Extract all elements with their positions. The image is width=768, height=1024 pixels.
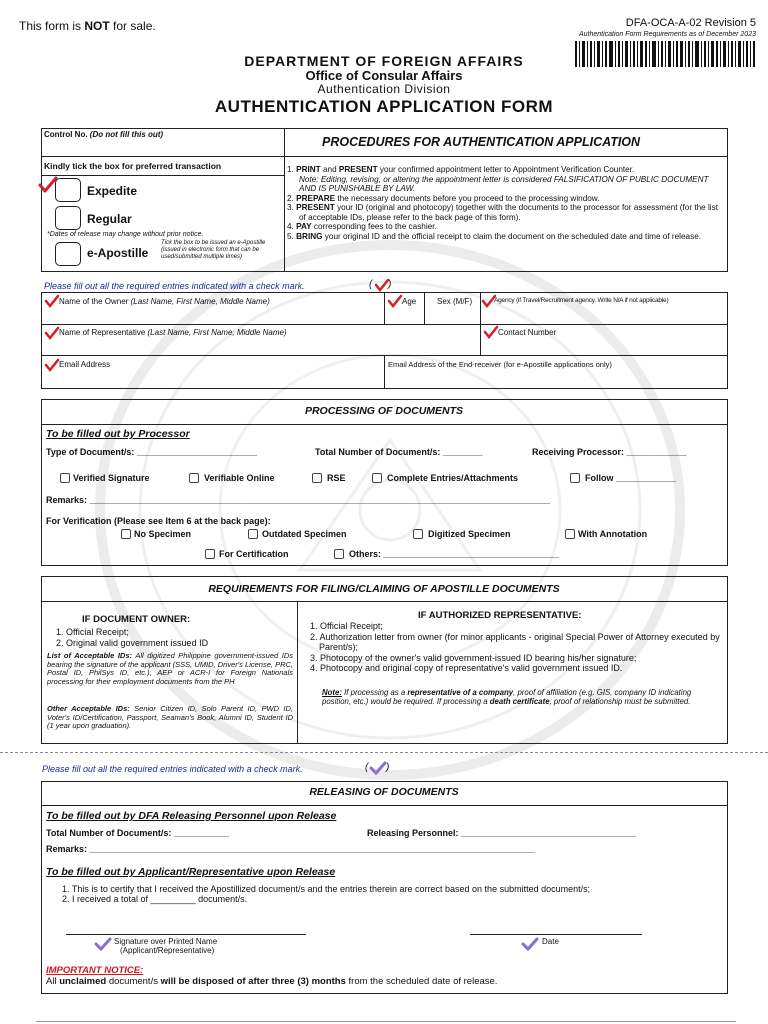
others-label: Others: ___________________________________ <box>349 549 559 559</box>
dept-name: DEPARTMENT OF FOREIGN AFFAIRS <box>244 53 524 69</box>
form-title: AUTHENTICATION APPLICATION FORM <box>214 97 554 116</box>
fill-note-2-check-icon <box>369 761 390 775</box>
processor-subtitle: To be filled out by Processor <box>46 428 190 440</box>
requirements-vdivider <box>297 601 298 744</box>
certification-label: For Certification <box>219 549 289 559</box>
rse-checkbox[interactable] <box>312 473 322 483</box>
owner-check-icon <box>44 294 60 308</box>
procedures-title: PROCEDURES FOR AUTHENTICATION APPLICATION <box>322 135 641 149</box>
rep-req-3: 3. Photocopy of the owner's valid government-issued ID bearing his/her signature; <box>310 652 637 663</box>
office-name: Office of Consular Affairs <box>305 68 463 83</box>
grid-vline-sex <box>424 292 425 324</box>
fill-note-paren-open: ( <box>369 279 373 290</box>
digitized-specimen-checkbox[interactable] <box>413 529 423 539</box>
verifiable-online-checkbox[interactable] <box>189 473 199 483</box>
contact-label: Contact Number <box>498 328 557 337</box>
footer-line <box>36 1021 736 1022</box>
control-no: Control No. (Do not fill this out) <box>44 130 164 139</box>
releasing-personnel-field: Releasing Personnel: ___________________________________ <box>367 828 637 838</box>
cut-line <box>0 752 768 753</box>
fill-note-2: Please fill out all the required entries indicated with a check mark. <box>42 764 303 774</box>
others-checkbox[interactable] <box>334 549 344 559</box>
not-for-sale-note: This form is NOT for sale. <box>19 19 156 33</box>
acceptable-ids: List of Acceptable IDs: All digitized Philippine government-issued IDs bearing the signature of the applicant (SSS, UMID, Driver's License, PRC, Postal ID, PhilSys ID, etc.), AEP or ACR-I for Foreign Nationals processing for their employment documents from the PH <box>47 651 293 686</box>
receiving-field: Receiving Processor: ____________ <box>532 447 687 457</box>
releasing-sub1: To be filled out by DFA Releasing Personnel upon Release <box>46 810 337 822</box>
control-divider <box>41 156 284 157</box>
top-divider <box>284 128 285 272</box>
grid-hline-1 <box>41 324 728 325</box>
form-date: Authentication Form Requirements as of December 2023 <box>578 31 756 38</box>
procedure-note: Note: Editing, revising, or altering the appointment letter is considered FALSIFICATION OF PUBLIC DOCUMENT AND IS PUNISHABLE BY LAW. <box>299 174 709 193</box>
rep-heading: IF AUTHORIZED REPRESENTATIVE: <box>418 610 582 621</box>
date-line <box>470 934 642 935</box>
no-specimen-checkbox[interactable] <box>121 529 131 539</box>
date-check-icon <box>521 937 539 951</box>
complete-entries-checkbox[interactable] <box>372 473 382 483</box>
rep-req-1: 1. Official Receipt; <box>310 621 383 631</box>
fill-note-2-paren-open: ( <box>365 762 369 773</box>
age-label: Age <box>402 297 417 306</box>
rep-label: Name of Representative (Last Name, First Name, Middle Name) <box>59 328 287 337</box>
releasing-title: RELEASING OF DOCUMENTS <box>309 786 459 798</box>
procedure-item-3: 3. PRESENT your ID (original and photocopy) together with the documents to the processor for assessment (for the list of acceptable IDs, please refer to the back page of this form). <box>287 203 718 222</box>
release-cert-2: 2. I received a total of _________ document/s. <box>62 894 248 904</box>
rep-req-list <box>310 621 724 674</box>
agency-label: Agency (if Travel/Recruitment agency. Write N/A if not applicable) <box>494 297 669 304</box>
owner-heading: IF DOCUMENT OWNER: <box>82 614 191 625</box>
tick-divider <box>41 175 284 176</box>
release-remarks: Remarks: _________________________________________________________________________________________ <box>46 844 536 854</box>
owner-req-2: 2. Original valid government issued ID <box>56 637 209 648</box>
email-end-label: Email Address of the End-receiver (for e-Apostille applications only) <box>388 360 612 369</box>
release-total-field: Total Number of Document/s: ___________ <box>46 828 229 838</box>
procedures-divider <box>284 156 728 157</box>
follow-checkbox[interactable] <box>570 473 580 483</box>
verified-signature-checkbox[interactable] <box>60 473 70 483</box>
signature-label: Signature over Printed Name <box>114 937 218 946</box>
with-annotation-label: With Annotation <box>578 529 648 539</box>
grid-vline-age <box>384 292 385 324</box>
processing-remarks: Remarks: ____________________________________________________________________________________________ <box>46 495 551 505</box>
fill-note: Please fill out all the required entries indicated with a check mark. <box>44 281 305 291</box>
regular-checkbox[interactable] <box>55 206 81 230</box>
releasing-divider <box>41 805 728 806</box>
verification-label: For Verification (Please see Item 6 at the back page): <box>46 516 271 526</box>
age-check-icon <box>387 294 403 308</box>
procedures-list <box>287 165 723 241</box>
eapostille-note: Tick the box to be issued an e-Apostille (issued in electronic form that can be used/submitted multiple times) <box>161 240 266 260</box>
dates-note: *Dates of release may change without prior notice. <box>47 231 204 238</box>
eapostille-label: e-Apostille <box>87 246 149 260</box>
procedure-item-5: 5. BRING your original ID and the official receipt to claim the document on the scheduled date and time of release. <box>287 231 702 241</box>
other-ids: Other Acceptable IDs: Senior Citizen ID, Solo Parent ID, PWD ID, Voter's ID/Certification, Passport, Seaman's Book, Alumni ID, Student ID (1 year upon graduation). <box>47 704 293 730</box>
contact-check-icon <box>483 325 499 339</box>
sex-label: Sex (M/F) <box>437 297 473 306</box>
important-notice-title: IMPORTANT NOTICE: <box>46 965 144 976</box>
procedure-item-4: 4. PAY corresponding fees to the cashier. <box>287 222 437 231</box>
eapostille-checkbox[interactable] <box>55 242 81 266</box>
rep-req-2: 2. Authorization letter from owner (for minor applicants - original Special Power of Attorney executed by Parent/s); <box>310 631 720 652</box>
release-cert-1: 1. This is to certify that I received the Apostillized document/s and the entries therein are correct based on the submitted document/s; <box>62 884 591 894</box>
tick-label: Kindly tick the box for preferred transaction <box>44 161 222 171</box>
fill-note-paren-close: ) <box>388 279 392 290</box>
release-cert-list <box>62 884 662 904</box>
date-label: Date <box>542 937 559 946</box>
digitized-specimen-label: Digitized Specimen <box>428 529 511 539</box>
requirements-title: REQUIREMENTS FOR FILING/CLAIMING OF APOSTILLE DOCUMENTS <box>208 583 560 595</box>
grid-vline-email <box>384 355 385 389</box>
verified-signature-label: Verified Signature <box>73 473 150 483</box>
procedure-item-2: 2. PREPARE the necessary documents before you proceed to the processing window. <box>287 193 600 203</box>
rep-req-4: 4. Photocopy and original copy of representative's valid government issued ID. <box>310 663 623 673</box>
no-specimen-label: No Specimen <box>134 529 192 539</box>
form-code: DFA-OCA-A-02 Revision 5 <box>625 17 756 29</box>
total-field: Total Number of Document/s: ________ <box>315 447 483 457</box>
important-notice-text: All unclaimed document/s will be disposed of after three (3) months from the scheduled date of release. <box>46 976 498 987</box>
expedite-label: Expedite <box>87 184 138 198</box>
requirements-divider <box>41 601 728 602</box>
signature-line <box>66 934 306 935</box>
follow-label: Follow ____________ <box>585 473 677 483</box>
regular-label: Regular <box>87 212 132 226</box>
type-field: Type of Document/s: ________________________ <box>46 447 257 457</box>
email-check-icon <box>44 358 60 372</box>
rse-label: RSE <box>327 473 346 483</box>
owner-req-list <box>56 627 208 648</box>
signature-sublabel: (Applicant/Representative) <box>120 946 215 955</box>
procedure-item-1: 1. PRINT and PRESENT your confirmed appointment letter to Appointment Verification Counter. <box>287 165 635 174</box>
outdated-specimen-label: Outdated Specimen <box>262 529 347 539</box>
complete-entries-label: Complete Entries/Attachments <box>387 473 519 483</box>
outdated-specimen-checkbox[interactable] <box>248 529 258 539</box>
fill-note-2-paren-close: ) <box>386 762 390 773</box>
verifiable-online-label: Verifiable Online <box>204 473 275 483</box>
processing-divider <box>41 424 728 425</box>
with-annotation-checkbox[interactable] <box>565 529 575 539</box>
releasing-sub2: To be filled out by Applicant/Representative upon Release <box>46 866 336 878</box>
email-label: Email Address <box>59 360 111 369</box>
signature-check-icon <box>94 937 112 951</box>
certification-checkbox[interactable] <box>205 549 215 559</box>
division-name: Authentication Division <box>317 82 451 96</box>
owner-req-1: 1. Official Receipt; <box>56 627 129 637</box>
rep-check-icon <box>44 326 60 340</box>
expedite-checkbox[interactable] <box>55 178 81 202</box>
rep-note: Note: If processing as a representative of a company, proof of affiliation (e.g. GIS, company ID indicating position, etc.) would be required. If processing a death certificate, proof of relationship must be submitted. <box>322 688 692 706</box>
processing-title: PROCESSING OF DOCUMENTS <box>304 405 464 417</box>
owner-label: Name of the Owner (Last Name, First Name, Middle Name) <box>59 297 270 306</box>
